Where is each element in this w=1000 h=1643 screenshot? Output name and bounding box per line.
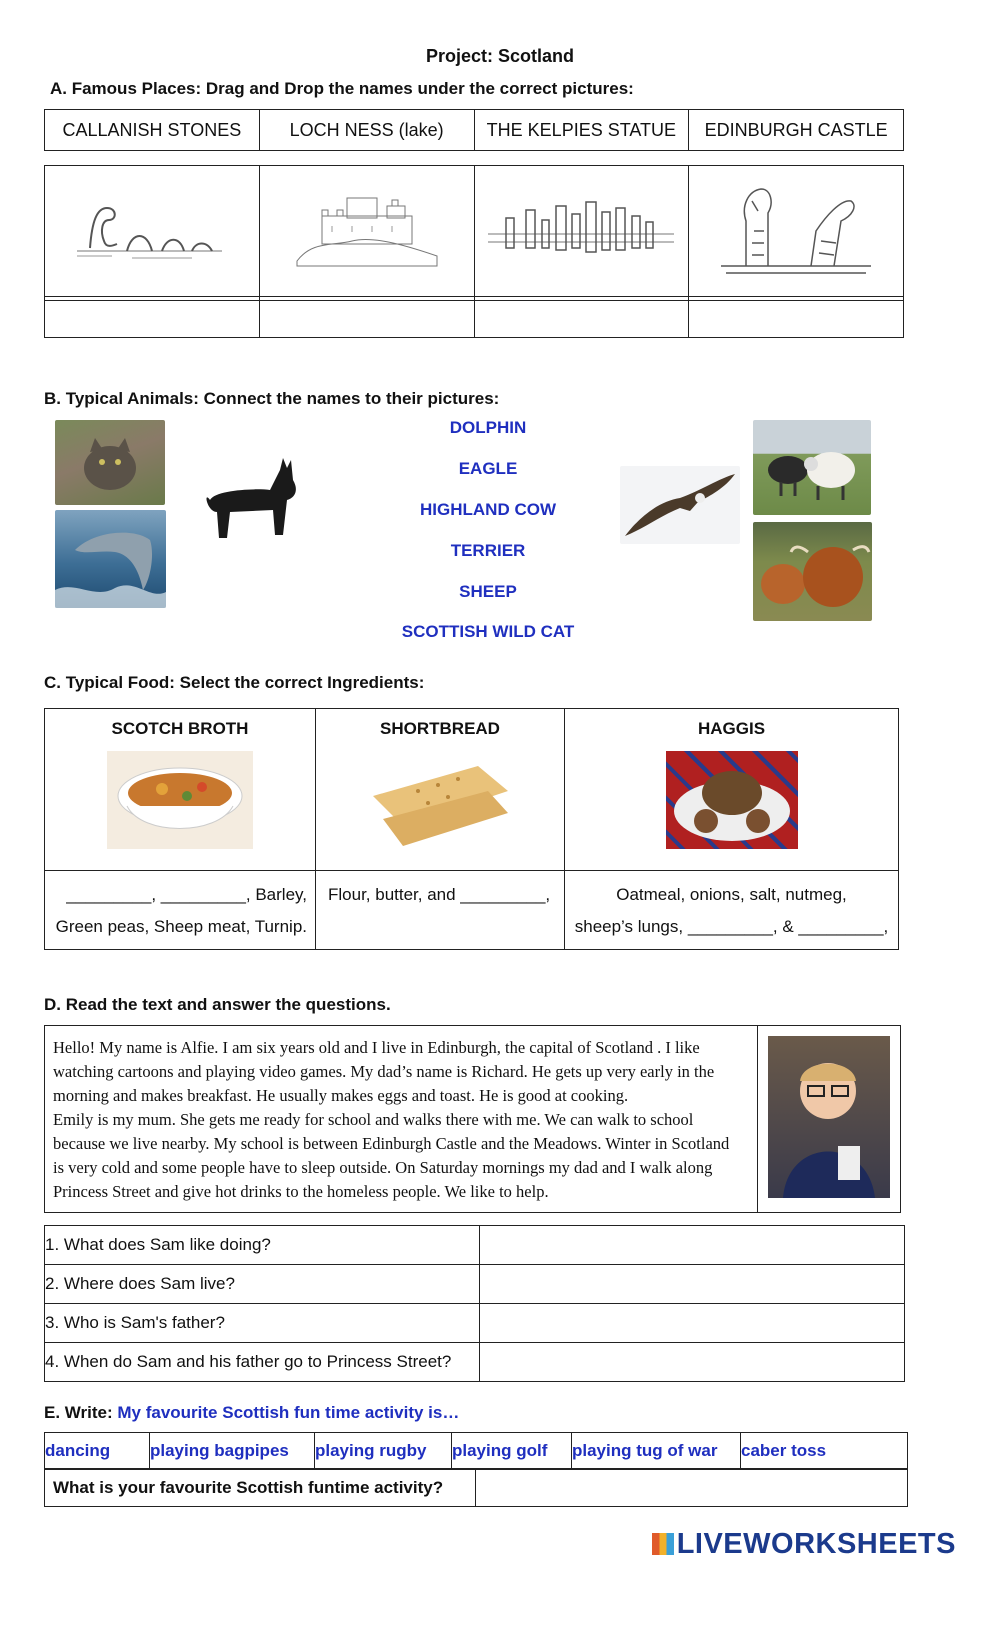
place-drop-zone[interactable]: [689, 297, 904, 338]
ingredients-line: Green peas, Sheep meat, Turnip.: [55, 917, 307, 936]
liveworksheets-logo: [652, 1528, 956, 1561]
answer-field[interactable]: [480, 1226, 905, 1265]
food-name-scotch-broth: SCOTCH BROTH: [111, 719, 249, 738]
food-table: [44, 708, 899, 950]
eagle-icon: [620, 466, 740, 544]
shortbread-ingredients: [316, 871, 565, 950]
highland-cow-photo: [753, 522, 872, 621]
favourite-activity-table: [44, 1468, 908, 1507]
food-name-shortbread: SHORTBREAD: [380, 719, 500, 738]
ingredients-line[interactable]: Flour, butter, and _________,: [328, 885, 551, 904]
eagle-photo: [620, 466, 740, 544]
section-d-heading: D. Read the text and answer the questions.: [44, 995, 391, 1014]
haggis-icon: [666, 751, 798, 849]
food-cell-shortbread: [316, 709, 565, 871]
place-name-callanish[interactable]: CALLANISH STONES: [45, 110, 260, 151]
logo-icon: [652, 1533, 674, 1555]
terrier-photo: [195, 450, 305, 546]
animal-name-highland-cow[interactable]: HIGHLAND COW: [420, 500, 556, 519]
favourite-activity-answer[interactable]: [476, 1469, 908, 1507]
place-pictures-table: [44, 165, 904, 301]
wild-cat-photo: [55, 420, 165, 505]
animal-name-wild-cat[interactable]: SCOTTISH WILD CAT: [401, 622, 575, 641]
boy-photo-cell: [758, 1026, 901, 1213]
shortbread-icon: [358, 751, 523, 851]
boy-icon: [768, 1036, 890, 1198]
section-e-label: E. Write:: [44, 1403, 113, 1422]
ingredients-line[interactable]: sheep’s lungs, _________, & _________,: [574, 917, 889, 936]
place-drop-zone[interactable]: [45, 297, 260, 338]
section-a-heading: A. Famous Places: Drag and Drop the names under the correct pictures:: [50, 79, 634, 98]
reading-paragraph: Emily is my mum. She gets me ready for school and walks there with me. We can walk to school because we live nearby. My school is between Edinburgh Castle and the Meadows. Winter in Scotland is very cold and some people have to sleep outside. On Saturday mornings my dad and I walk along Princess Street and give hot drinks to the homeless people. We like to help.: [53, 1110, 730, 1201]
food-cell-scotch-broth: [45, 709, 316, 871]
section-e-prompt: My favourite Scottish fun time activity is…: [117, 1403, 460, 1422]
scotch-broth-ingredients: [45, 871, 316, 950]
castle-picture: [259, 166, 474, 301]
section-b-heading: B. Typical Animals: Connect the names to their pictures:: [44, 389, 500, 408]
dolphin-photo: [55, 510, 166, 608]
food-cell-haggis: [565, 709, 899, 871]
ingredients-line[interactable]: _________, _________, Barley,: [66, 885, 307, 904]
answer-field[interactable]: [480, 1304, 905, 1343]
soup-bowl-icon: [107, 751, 253, 849]
place-drop-zone[interactable]: [474, 297, 689, 338]
question-1: 1. What does Sam like doing?: [45, 1226, 480, 1265]
page-title: Project: Scotland: [425, 46, 575, 66]
highland-cow-icon: [753, 522, 872, 621]
reading-text: [45, 1026, 758, 1213]
place-answer-table: [44, 296, 904, 338]
loch-ness-picture: [45, 166, 260, 301]
place-name-loch-ness[interactable]: LOCH NESS (lake): [259, 110, 474, 151]
scotch-broth-photo: [107, 751, 253, 849]
place-drop-zone[interactable]: [259, 297, 474, 338]
food-name-haggis: HAGGIS: [697, 719, 766, 738]
boy-photo: [768, 1036, 890, 1198]
question-4: 4. When do Sam and his father go to Princess Street?: [45, 1343, 480, 1382]
animal-name-sheep[interactable]: SHEEP: [459, 582, 517, 601]
activity-playing-tug-of-war[interactable]: playing tug of war: [572, 1433, 741, 1470]
questions-table: [44, 1225, 905, 1382]
reading-table: [44, 1025, 901, 1213]
animal-name-dolphin[interactable]: DOLPHIN: [449, 418, 527, 437]
kelpies-picture: [689, 166, 904, 301]
activity-playing-golf[interactable]: playing golf: [452, 1433, 572, 1470]
kelpies-statue-icon: [716, 181, 876, 281]
castle-icon: [292, 186, 442, 276]
favourite-activity-question: What is your favourite Scottish funtime activity?: [45, 1469, 476, 1507]
section-e-heading: [44, 1403, 459, 1423]
place-name-kelpies[interactable]: THE KELPIES STATUE: [474, 110, 689, 151]
animal-name-terrier[interactable]: TERRIER: [450, 541, 526, 560]
logo-text: LIVEWORKSHEETS: [676, 1528, 956, 1560]
standing-stones-icon: [486, 196, 676, 266]
animal-name-eagle[interactable]: EAGLE: [458, 459, 518, 478]
activity-caber-toss[interactable]: caber toss: [741, 1433, 908, 1470]
answer-field[interactable]: [480, 1343, 905, 1382]
ingredients-line: Oatmeal, onions, salt, nutmeg,: [616, 885, 847, 904]
sheep-photo: [753, 420, 871, 515]
place-names-table: [44, 109, 904, 151]
terrier-icon: [195, 450, 305, 546]
activity-dancing[interactable]: dancing: [45, 1433, 150, 1470]
sheep-icon: [753, 420, 871, 515]
place-name-edinburgh-castle[interactable]: EDINBURGH CASTLE: [689, 110, 904, 151]
reading-paragraph: Hello! My name is Alfie. I am six years old and I live in Edinburgh, the capital of Scotland . I like watching cartoons and playing video games. My dad’s name is Richard. He gets up very early in the morning and makes breakfast. He usually makes eggs and toast. He is good at cooking.: [53, 1038, 715, 1105]
activity-playing-rugby[interactable]: playing rugby: [315, 1433, 452, 1470]
shortbread-photo: [358, 751, 523, 851]
haggis-photo: [666, 751, 798, 849]
activities-table: [44, 1432, 908, 1470]
loch-ness-monster-icon: [72, 196, 232, 266]
section-c-heading: C. Typical Food: Select the correct Ingredients:: [44, 673, 425, 692]
answer-field[interactable]: [480, 1265, 905, 1304]
activity-playing-bagpipes[interactable]: playing bagpipes: [150, 1433, 315, 1470]
standing-stones-picture: [474, 166, 689, 301]
haggis-ingredients: [565, 871, 899, 950]
cat-icon: [55, 420, 165, 505]
question-2: 2. Where does Sam live?: [45, 1265, 480, 1304]
dolphin-icon: [55, 510, 166, 608]
question-3: 3. Who is Sam's father?: [45, 1304, 480, 1343]
